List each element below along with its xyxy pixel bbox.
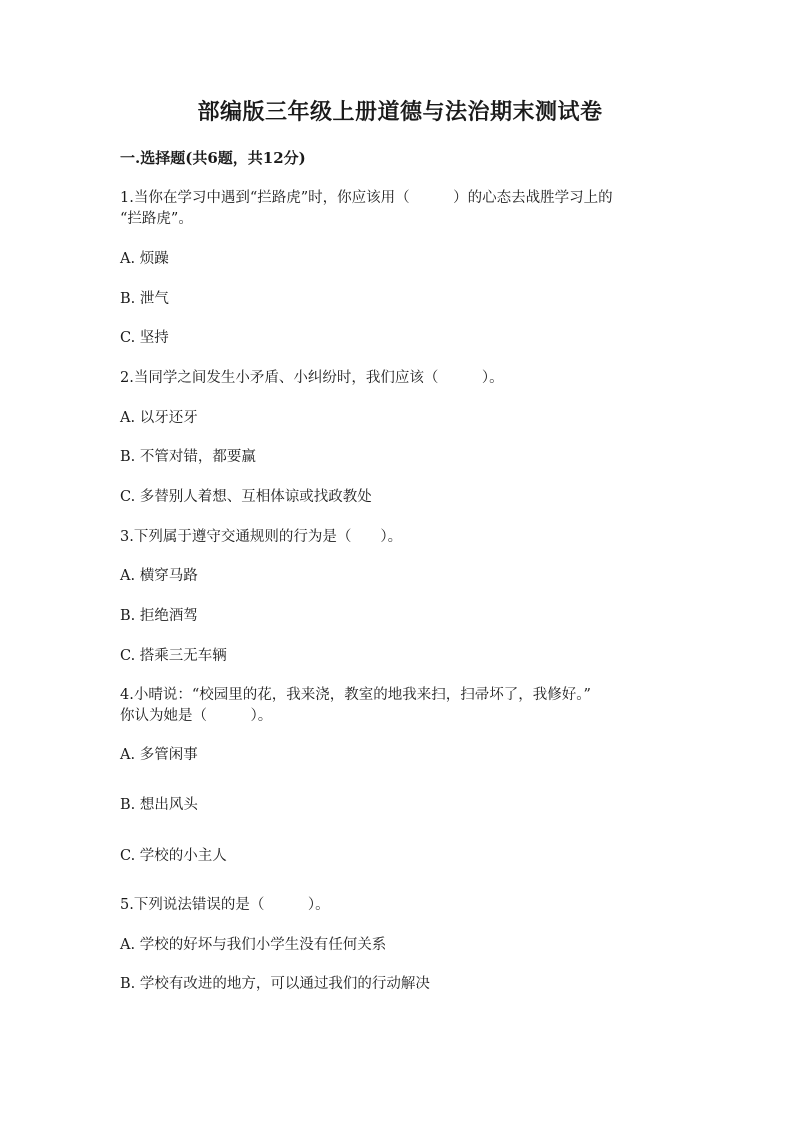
question-4-option-b: B. 想出风头 (120, 797, 198, 813)
question-5-option-b: B. 学校有改进的地方，可以通过我们的行动解决 (120, 976, 430, 992)
question-4-stem-line-1: 4.小晴说：“校园里的花，我来浇，教室的地我来扫，扫帚坏了，我修好。” (120, 687, 591, 703)
section-heading: 一.选择题(共6题，共12分) (120, 149, 306, 167)
question-1-stem-line-2: “拦路虎”。 (120, 211, 193, 227)
page-title: 部编版三年级上册道德与法治期末测试卷 (197, 99, 603, 125)
question-5-option-a: A. 学校的好坏与我们小学生没有任何关系 (120, 937, 387, 953)
question-4-option-a: A. 多管闲事 (120, 747, 198, 763)
question-3-option-a: A. 横穿马路 (120, 568, 198, 584)
question-5-stem: 5.下列说法错误的是（ ）。 (120, 897, 330, 913)
question-1-option-c: C. 坚持 (120, 330, 169, 346)
question-2-option-a: A. 以牙还牙 (120, 410, 198, 426)
question-2-option-b: B. 不管对错，都要赢 (120, 449, 256, 465)
question-3-stem: 3.下列属于遵守交通规则的行为是（ ）。 (120, 529, 403, 545)
question-2-option-c: C. 多替别人着想、互相体谅或找政教处 (120, 489, 372, 505)
question-1-option-b: B. 泄气 (120, 291, 169, 307)
question-3-option-c: C. 搭乘三无车辆 (120, 648, 227, 664)
question-4-option-c: C. 学校的小主人 (120, 848, 227, 864)
question-1-option-a: A. 烦躁 (120, 251, 169, 267)
question-3-option-b: B. 拒绝酒驾 (120, 608, 198, 624)
question-1-stem-line-1: 1.当你在学习中遇到“拦路虎”时，你应该用（ ）的心态去战胜学习上的 (120, 190, 613, 206)
question-2-stem: 2.当同学之间发生小矛盾、小纠纷时，我们应该（ ）。 (120, 370, 504, 386)
question-4-stem-line-2: 你认为她是（ ）。 (120, 708, 273, 724)
